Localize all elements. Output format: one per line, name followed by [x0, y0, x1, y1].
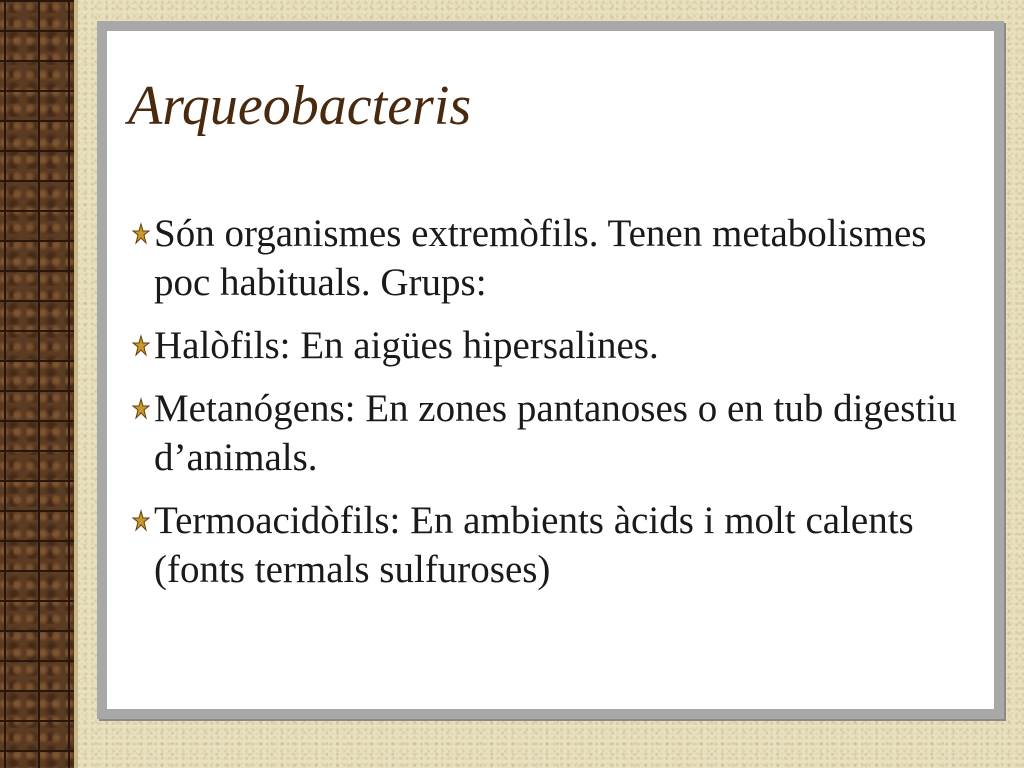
- bullet-text: Metanógens: En zones pantanoses o en tub digestiu d’animals.: [154, 387, 957, 479]
- list-item: [132, 496, 962, 594]
- star-bullet-icon: [132, 222, 150, 246]
- list-item: [132, 384, 962, 482]
- bullet-text: Termoacidòfils: En ambients àcids i molt calents (fonts termals sulfuroses): [154, 499, 914, 591]
- slide-title: Arqueobacteris: [128, 75, 472, 137]
- list-item: [132, 209, 962, 307]
- list-item: [132, 321, 962, 370]
- star-bullet-icon: [132, 509, 150, 533]
- decorative-wood-border: [0, 0, 74, 768]
- star-bullet-icon: [132, 397, 150, 421]
- bullet-list: [132, 209, 962, 608]
- star-bullet-icon: [132, 334, 150, 358]
- bullet-text: Halòfils: En aigües hipersalines.: [154, 324, 659, 367]
- bullet-text: Són organismes extremòfils. Tenen metabolismes poc habituals. Grups:: [154, 212, 927, 304]
